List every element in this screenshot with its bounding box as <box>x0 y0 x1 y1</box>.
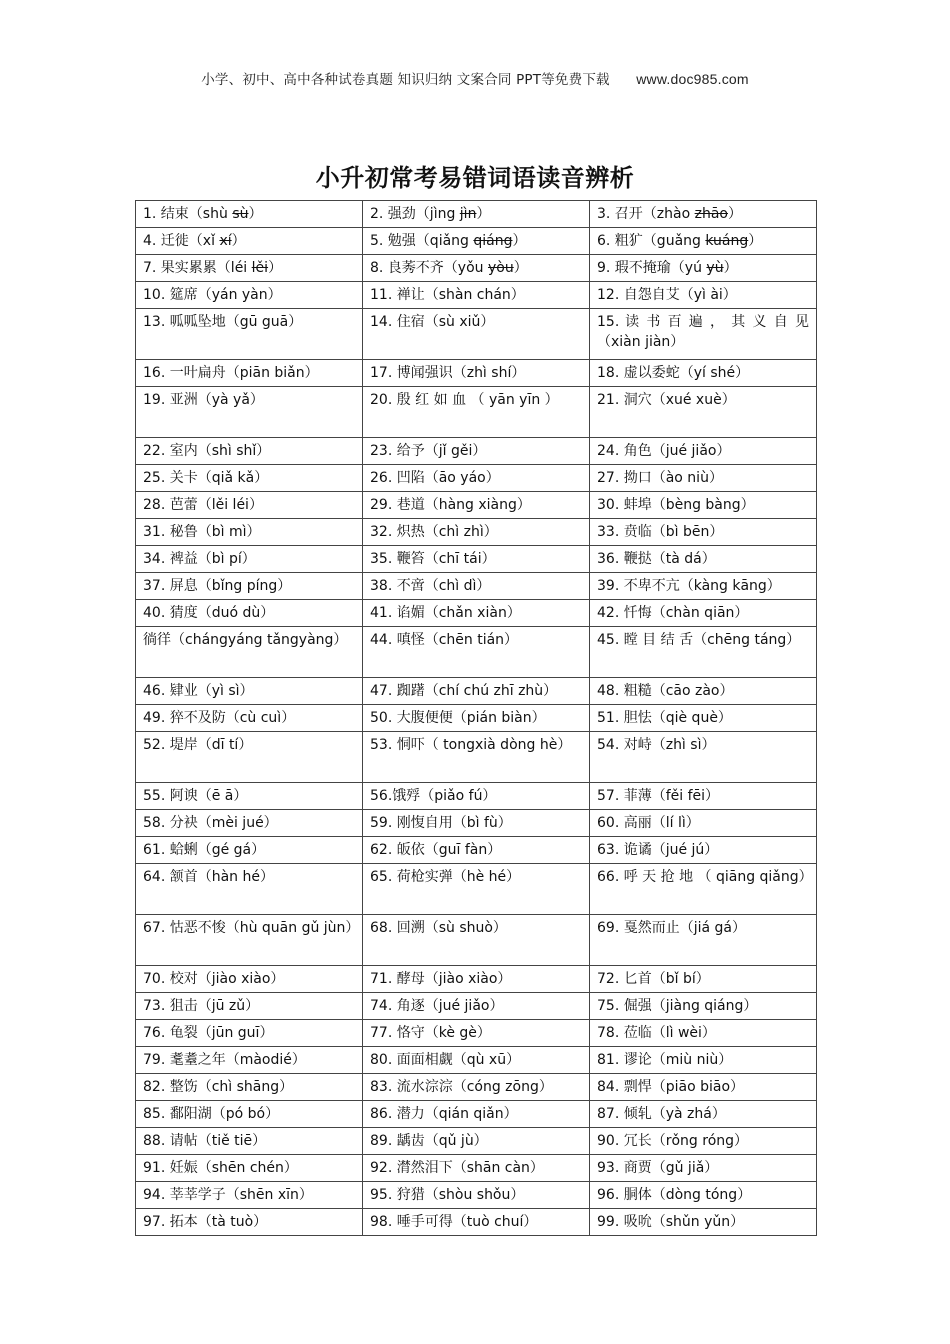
cell-text: 42. 忏悔（chàn qiān） <box>597 605 749 621</box>
table-cell <box>136 1155 363 1182</box>
table-cell <box>363 1074 590 1101</box>
table-cell <box>590 360 817 387</box>
table-cell <box>590 864 817 915</box>
wrong-pinyin: yù <box>706 260 724 276</box>
cell-text: 31. 秘鲁（bì mì） <box>143 524 261 540</box>
table-row <box>136 915 817 966</box>
table-cell <box>590 966 817 993</box>
table-row <box>136 1047 817 1074</box>
header-site: www.doc985.com <box>636 71 749 87</box>
cell-text: 10. 筵席（yán yàn） <box>143 287 282 303</box>
table-cell <box>136 627 363 678</box>
cell-text: 41. 谄媚（chǎn xiàn） <box>370 605 521 621</box>
table-row <box>136 228 817 255</box>
table-cell <box>590 309 817 360</box>
table-cell <box>136 705 363 732</box>
cell-text: 80. 面面相觑（qù xū） <box>370 1052 521 1068</box>
table-cell <box>363 228 590 255</box>
wrong-pinyin: jìn <box>459 206 477 222</box>
table-cell <box>363 810 590 837</box>
header-text: 小学、初中、高中各种试卷真题 知识归纳 文案合同 PPT等免费下载 <box>201 72 610 88</box>
table-cell <box>590 705 817 732</box>
table-cell <box>363 1182 590 1209</box>
table-cell <box>363 993 590 1020</box>
cell-text: 34. 裨益（bì pí） <box>143 551 256 567</box>
cell-text: 65. 荷枪实弹（hè hé） <box>370 869 521 885</box>
cell-text: 32. 炽热（chì zhì） <box>370 524 498 540</box>
cell-text-end: ） <box>476 206 491 222</box>
cell-text: 7. 果实累累（léi <box>143 260 252 276</box>
cell-text: 91. 妊娠（shēn chén） <box>143 1160 298 1176</box>
cell-text: 1. 结束（shù <box>143 206 233 222</box>
table-row <box>136 864 817 915</box>
cell-text: 85. 鄱阳湖（pó bó） <box>143 1106 280 1122</box>
cell-text: 29. 巷道（hàng xiàng） <box>370 497 531 513</box>
table-cell <box>363 360 590 387</box>
cell-text: 63. 诡谲（jué jú） <box>597 842 719 858</box>
cell-text: 12. 自怨自艾（yì ài） <box>597 287 737 303</box>
table-cell <box>136 1182 363 1209</box>
cell-text-end: ） <box>248 206 263 222</box>
table-cell <box>590 387 817 438</box>
cell-text: 40. 猜度（duó dù） <box>143 605 275 621</box>
table-cell <box>136 837 363 864</box>
table-cell <box>363 837 590 864</box>
table-row <box>136 519 817 546</box>
table-cell <box>136 1209 363 1236</box>
cell-text: 22. 室内（shì shǐ） <box>143 443 271 459</box>
table-row <box>136 627 817 678</box>
table-cell <box>590 810 817 837</box>
cell-text: 71. 酵母（jiào xiào） <box>370 971 512 987</box>
cell-text: 58. 分袂（mèi jué） <box>143 815 278 831</box>
table-row <box>136 966 817 993</box>
table-cell <box>590 993 817 1020</box>
table-cell <box>136 732 363 783</box>
cell-text: 46. 肄业（yì sì） <box>143 683 254 699</box>
table-cell <box>136 783 363 810</box>
cell-text: 24. 角色（jué jiǎo） <box>597 443 731 459</box>
table-cell <box>590 546 817 573</box>
cell-text-end: ） <box>231 233 246 249</box>
table-cell <box>363 573 590 600</box>
cell-text: 93. 商贾（gǔ jiǎ） <box>597 1160 719 1176</box>
cell-text: 86. 潜力（qián qiǎn） <box>370 1106 518 1122</box>
cell-text: 72. 匕首（bǐ bí） <box>597 971 710 987</box>
cell-text: 98. 唾手可得（tuò chuí） <box>370 1214 538 1230</box>
table-cell <box>136 546 363 573</box>
cell-text: 21. 洞穴（xué xuè） <box>597 392 736 408</box>
table-cell <box>136 1128 363 1155</box>
table-cell <box>136 810 363 837</box>
table-row <box>136 360 817 387</box>
table-row <box>136 255 817 282</box>
cell-text: 64. 颔首（hàn hé） <box>143 869 274 885</box>
table-cell <box>363 201 590 228</box>
table-cell <box>590 282 817 309</box>
table-row <box>136 309 817 360</box>
table-cell <box>363 1101 590 1128</box>
table-cell <box>363 864 590 915</box>
cell-text: 83. 流水淙淙（cóng zōng） <box>370 1079 553 1095</box>
cell-text: 3. 召开（zhào <box>597 206 695 222</box>
cell-text-end: ） <box>748 233 763 249</box>
cell-text: 51. 胆怯（qiè què） <box>597 710 732 726</box>
table-row <box>136 783 817 810</box>
cell-text: 16. 一叶扁舟（piān biǎn） <box>143 365 319 381</box>
table-cell <box>363 966 590 993</box>
cell-text: 75. 倔强（jiàng qiáng） <box>597 998 758 1014</box>
table-cell <box>590 837 817 864</box>
cell-text: 18. 虚以委蛇（yí shé） <box>597 365 750 381</box>
wrong-pinyin: kuáng <box>705 233 749 249</box>
cell-text-end: ） <box>728 206 742 222</box>
table-cell <box>590 732 817 783</box>
table-cell <box>590 1182 817 1209</box>
wrong-pinyin: lěi <box>251 260 269 276</box>
cell-text: 94. 莘莘学子（shēn xīn） <box>143 1187 313 1203</box>
table-cell <box>136 492 363 519</box>
table-cell <box>136 966 363 993</box>
table-cell <box>136 993 363 1020</box>
cell-text-end: ） <box>512 233 527 249</box>
table-cell <box>590 573 817 600</box>
cell-text: 90. 冗长（rǒng róng） <box>597 1133 749 1149</box>
cell-text: 97. 拓本（tà tuò） <box>143 1214 268 1230</box>
table-cell <box>136 360 363 387</box>
page-title: 小升初常考易错词语读音辨析 <box>315 163 635 192</box>
cell-text: 45. 瞠 目 结 舌（chēng táng） <box>597 632 801 648</box>
cell-text: 38. 不啻（chì dì） <box>370 578 491 594</box>
cell-text: 4. 迁徙（xǐ <box>143 233 220 249</box>
cell-text: 26. 凹陷（āo yáo） <box>370 470 500 486</box>
table-cell <box>363 600 590 627</box>
table-cell <box>136 864 363 915</box>
cell-text: 33. 贲临（bì bēn） <box>597 524 724 540</box>
cell-text: 20. 殷 红 如 血 （ yān yīn ） <box>370 392 559 408</box>
table-row <box>136 1074 817 1101</box>
cell-text: 9. 瑕不掩瑜（yú <box>597 260 707 276</box>
table-cell <box>590 1020 817 1047</box>
cell-text: 73. 狙击（jū zǔ） <box>143 998 260 1014</box>
cell-text: 28. 芭蕾（lěi léi） <box>143 497 263 513</box>
table-cell <box>136 1020 363 1047</box>
table-cell <box>590 915 817 966</box>
wrong-pinyin: xí <box>219 233 232 249</box>
cell-text: 5. 勉强（qiǎng <box>370 233 474 249</box>
cell-text: 76. 龟裂（jūn guī） <box>143 1025 274 1041</box>
table-cell <box>136 600 363 627</box>
pronunciation-table <box>135 200 817 1236</box>
cell-text: 14. 住宿（sù xiǔ） <box>370 314 495 330</box>
table-cell <box>136 309 363 360</box>
table-row <box>136 732 817 783</box>
cell-text: 11. 禅让（shàn chán） <box>370 287 525 303</box>
table-cell <box>590 255 817 282</box>
page-header <box>0 68 950 88</box>
table-row <box>136 1209 817 1236</box>
table-cell <box>363 915 590 966</box>
table-row <box>136 993 817 1020</box>
table-row <box>136 573 817 600</box>
cell-text: 47. 踟躇（chí chú zhī zhù） <box>370 683 558 699</box>
table-cell <box>363 627 590 678</box>
cell-text: 36. 鞭挞（tà dá） <box>597 551 716 567</box>
wrong-pinyin: sù <box>232 206 249 222</box>
cell-text: 徜徉（chángyáng tǎngyàng） <box>143 632 348 648</box>
table-cell <box>136 228 363 255</box>
cell-text: 99. 吸吮（shǔn yǔn） <box>597 1214 745 1230</box>
table-cell <box>590 600 817 627</box>
table-cell <box>590 228 817 255</box>
table-cell <box>590 492 817 519</box>
cell-text: 44. 嗔怪（chēn tián） <box>370 632 519 648</box>
table-cell <box>590 519 817 546</box>
cell-text: 17. 博闻强识（zhì shí） <box>370 365 526 381</box>
table-cell <box>590 1155 817 1182</box>
table-row <box>136 438 817 465</box>
cell-text: 13. 呱呱坠地（gū guā） <box>143 314 303 330</box>
table-cell <box>363 492 590 519</box>
cell-text: 39. 不卑不亢（kàng kāng） <box>597 578 781 594</box>
table-row <box>136 546 817 573</box>
table-cell <box>136 519 363 546</box>
table-row <box>136 282 817 309</box>
cell-text: 78. 莅临（lì wèi） <box>597 1025 716 1041</box>
cell-text: 79. 耄耋之年（màodié） <box>143 1052 306 1068</box>
cell-text: 27. 拗口（ào niù） <box>597 470 723 486</box>
table-cell <box>136 201 363 228</box>
cell-text: 54. 对峙（zhì sì） <box>597 737 716 753</box>
table-cell <box>136 1074 363 1101</box>
wrong-pinyin: zhāo <box>694 206 728 222</box>
cell-text: 87. 倾轧（yà zhá） <box>597 1106 726 1122</box>
table-row <box>136 810 817 837</box>
table-cell <box>363 519 590 546</box>
table-cell <box>590 1047 817 1074</box>
table-cell <box>363 705 590 732</box>
cell-text: 70. 校对（jiào xiào） <box>143 971 285 987</box>
table-cell <box>136 1101 363 1128</box>
cell-text: 52. 堤岸（dī tí） <box>143 737 253 753</box>
cell-text: 66. 呼 天 抢 地 （ qiāng qiǎng） <box>597 869 813 885</box>
cell-text: 96. 胴体（dòng tóng） <box>597 1187 752 1203</box>
table-cell <box>590 201 817 228</box>
table-cell <box>136 465 363 492</box>
table-cell <box>363 282 590 309</box>
cell-text: 30. 蚌埠（bèng bàng） <box>597 497 755 513</box>
cell-text: 81. 谬论（miù niù） <box>597 1052 733 1068</box>
cell-text-end: ） <box>513 260 528 276</box>
cell-text-end: ） <box>268 260 283 276</box>
cell-text: 82. 整饬（chì shāng） <box>143 1079 294 1095</box>
table-cell <box>363 1209 590 1236</box>
table-cell <box>136 438 363 465</box>
table-cell <box>136 915 363 966</box>
cell-text: 61. 蛤蜊（gé gá） <box>143 842 266 858</box>
table-cell <box>363 546 590 573</box>
table-cell <box>363 1155 590 1182</box>
table-row <box>136 201 817 228</box>
cell-text: 84. 剽悍（piāo biāo） <box>597 1079 745 1095</box>
table-cell <box>590 1128 817 1155</box>
cell-text: 57. 菲薄（fěi fēi） <box>597 788 720 804</box>
table-cell <box>590 465 817 492</box>
table-row <box>136 465 817 492</box>
table-cell <box>136 255 363 282</box>
cell-text: 68. 回溯（sù shuò） <box>370 920 507 936</box>
cell-text: 35. 鞭笞（chī tái） <box>370 551 496 567</box>
table-cell <box>363 309 590 360</box>
cell-text: 6. 粗犷（guǎng <box>597 233 706 249</box>
cell-text: 95. 狩猎（shòu shǒu） <box>370 1187 525 1203</box>
table-row <box>136 1128 817 1155</box>
table-cell <box>363 387 590 438</box>
table-row <box>136 837 817 864</box>
table-cell <box>363 1047 590 1074</box>
table-row <box>136 1155 817 1182</box>
table-cell <box>136 282 363 309</box>
cell-text: 88. 请帖（tiě tiē） <box>143 1133 267 1149</box>
table-cell <box>590 678 817 705</box>
table-cell <box>136 1047 363 1074</box>
table-cell <box>363 783 590 810</box>
table-cell <box>363 678 590 705</box>
table-cell <box>590 1101 817 1128</box>
table-cell <box>363 732 590 783</box>
cell-text: 77. 恪守（kè gè） <box>370 1025 491 1041</box>
cell-text: 62. 皈依（guī fàn） <box>370 842 502 858</box>
table-row <box>136 705 817 732</box>
table-cell <box>136 573 363 600</box>
cell-text: 60. 高丽（lí lì） <box>597 815 700 831</box>
cell-text: 53. 恫吓（ tongxià dòng hè） <box>370 737 572 753</box>
table-cell <box>136 387 363 438</box>
wrong-pinyin: yòu <box>487 260 514 276</box>
cell-text: 2. 强劲（jìng <box>370 206 460 222</box>
cell-text: 48. 粗糙（cāo zào） <box>597 683 734 699</box>
table-cell <box>590 627 817 678</box>
cell-text-end: ） <box>723 260 738 276</box>
cell-text: 59. 刚愎自用（bì fù） <box>370 815 512 831</box>
cell-text: 23. 给予（jǐ gěi） <box>370 443 487 459</box>
cell-text: 69. 戛然而止（jiá gá） <box>597 920 746 936</box>
table-cell <box>363 1128 590 1155</box>
cell-text: 49. 猝不及防（cù cuì） <box>143 710 296 726</box>
cell-text: 25. 关卡（qiǎ kǎ） <box>143 470 269 486</box>
wrong-pinyin: qiáng <box>473 233 513 249</box>
cell-text: 19. 亚洲（yà yǎ） <box>143 392 264 408</box>
table-row <box>136 387 817 438</box>
cell-text: 74. 角逐（jué jiǎo） <box>370 998 504 1014</box>
table-cell <box>363 438 590 465</box>
table-cell <box>363 255 590 282</box>
table-cell <box>590 438 817 465</box>
cell-text: 55. 阿谀（ē ā） <box>143 788 248 804</box>
cell-text: 92. 潸然泪下（shān càn） <box>370 1160 544 1176</box>
cell-text: 67. 怙恶不悛（hù quān gǔ jùn） <box>143 920 360 936</box>
table-cell <box>136 678 363 705</box>
cell-text: 89. 龋齿（qǔ jù） <box>370 1133 488 1149</box>
table-row <box>136 600 817 627</box>
cell-text: 50. 大腹便便（pián biàn） <box>370 710 546 726</box>
table-cell <box>590 1209 817 1236</box>
table-row <box>136 678 817 705</box>
cell-text: 8. 良莠不齐（yǒu <box>370 260 488 276</box>
table-row <box>136 1182 817 1209</box>
table-cell <box>363 465 590 492</box>
table-row <box>136 1020 817 1047</box>
table-cell <box>590 1074 817 1101</box>
cell-text: 56.饿殍（piǎo fú） <box>370 788 497 804</box>
table-row <box>136 492 817 519</box>
cell-text: 15. 读 书 百 遍 ， 其 义 自 见（xiàn jiàn） <box>597 314 809 350</box>
table-row <box>136 1101 817 1128</box>
table-cell <box>363 1020 590 1047</box>
table-cell <box>590 783 817 810</box>
cell-text: 37. 屏息（bǐng píng） <box>143 578 292 594</box>
